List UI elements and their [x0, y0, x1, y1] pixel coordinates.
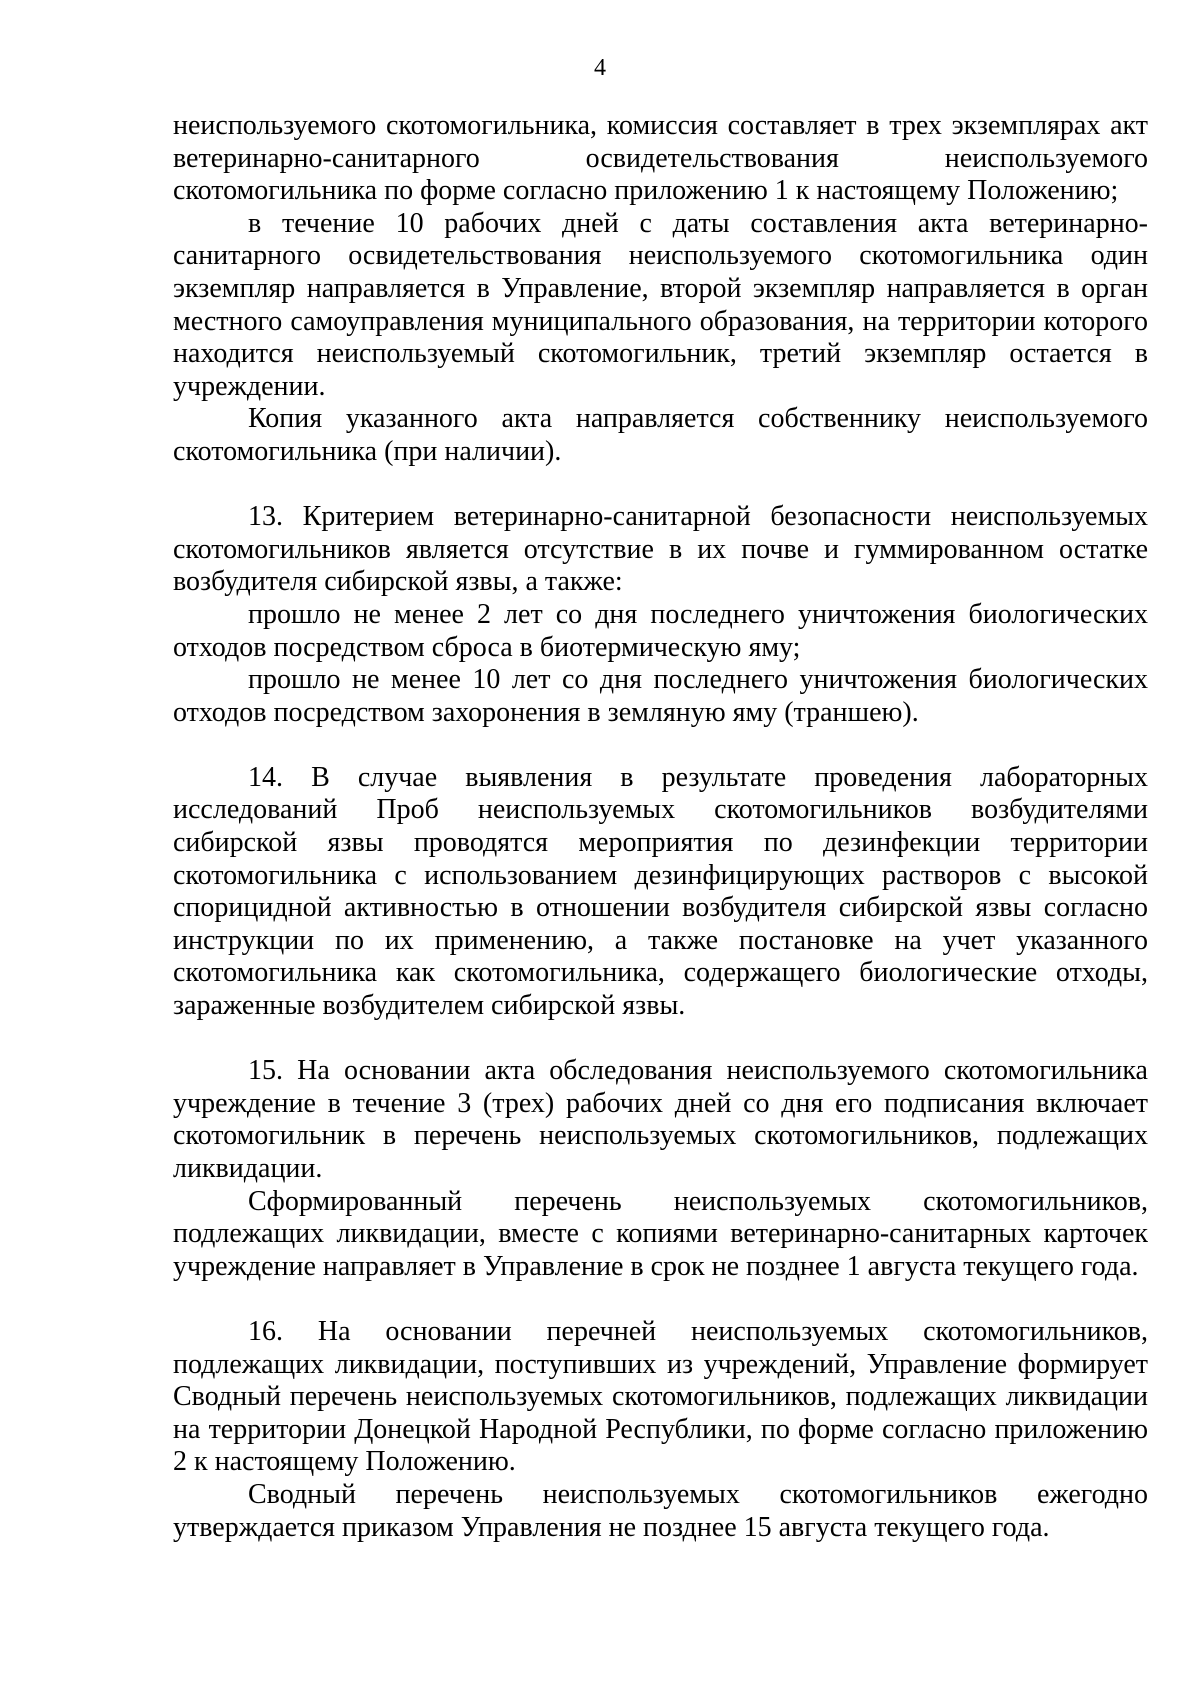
section-13-paragraph: 13. Критерием ветеринарно-санитарной безопасности неиспользуемых скотомогильников является отсутствие в их почве и гуммированном остатке возбудителя сибирской язвы, а также: [173, 501, 1148, 598]
paragraph: в течение 10 рабочих дней с даты составления акта ветеринарно-санитарного освидетельствования неиспользуемого скотомогильника один экземпляр направляется в Управление, второй экземпляр направляется в орган местного самоуправления муниципального образования, на территории которого находится неиспользуемый скотомогильник, третий экземпляр остается в учреждении. [173, 207, 1148, 402]
paragraph: прошло не менее 10 лет со дня последнего уничтожения биологических отходов посредством захоронения в земляную яму (траншею). [173, 664, 1148, 728]
paragraph: неиспользуемого скотомогильника, комиссия составляет в трех экземплярах акт ветеринарно-санитарного освидетельствования неиспользуемого скотомогильника по форме согласно приложению 1 к настоящему Положению; [173, 110, 1148, 207]
section-16-paragraph: 16. На основании перечней неиспользуемых скотомогильников, подлежащих ликвидации, поступивших из учреждений, Управление формирует Сводный перечень неиспользуемых скотомогильников, подлежащих ликвидации на территории Донецкой Народной Республики, по форме согласно приложению 2 к настоящему Положению. [173, 1315, 1148, 1478]
paragraph: Сформированный перечень неиспользуемых скотомогильников, подлежащих ликвидации, вместе с копиями ветеринарно-санитарных карточек учреждение направляет в Управление в срок не позднее 1 августа текущего года. [173, 1185, 1148, 1282]
paragraph: прошло не менее 2 лет со дня последнего уничтожения биологических отходов посредством сброса в биотермическую яму; [173, 598, 1148, 663]
paragraph: Копия указанного акта направляется собственнику неиспользуемого скотомогильника (при наличии). [173, 403, 1148, 467]
document-body [173, 110, 1148, 1544]
section-15-paragraph: 15. На основании акта обследования неиспользуемого скотомогильника учреждение в течение 3 (трех) рабочих дней со дня его подписания включает скотомогильник в перечень неиспользуемых скотомогильников, подлежащих ликвидации. [173, 1055, 1148, 1184]
section-14-paragraph: 14. В случае выявления в результате проведения лабораторных исследований Проб неиспользуемых скотомогильников возбудителями сибирской язвы проводятся мероприятия по дезинфекции территории скотомогильника с использованием дезинфицирующих растворов с высокой спорицидной активностью в отношении возбудителя сибирской язвы согласно инструкции по их применению, а также постановке на учет указанного скотомогильника как скотомогильника, содержащего биологические отходы, зараженные возбудителем сибирской язвы. [173, 761, 1148, 1022]
page-number: 4 [594, 55, 606, 81]
paragraph: Сводный перечень неиспользуемых скотомогильников ежегодно утверждается приказом Управления не позднее 15 августа текущего года. [173, 1478, 1148, 1543]
